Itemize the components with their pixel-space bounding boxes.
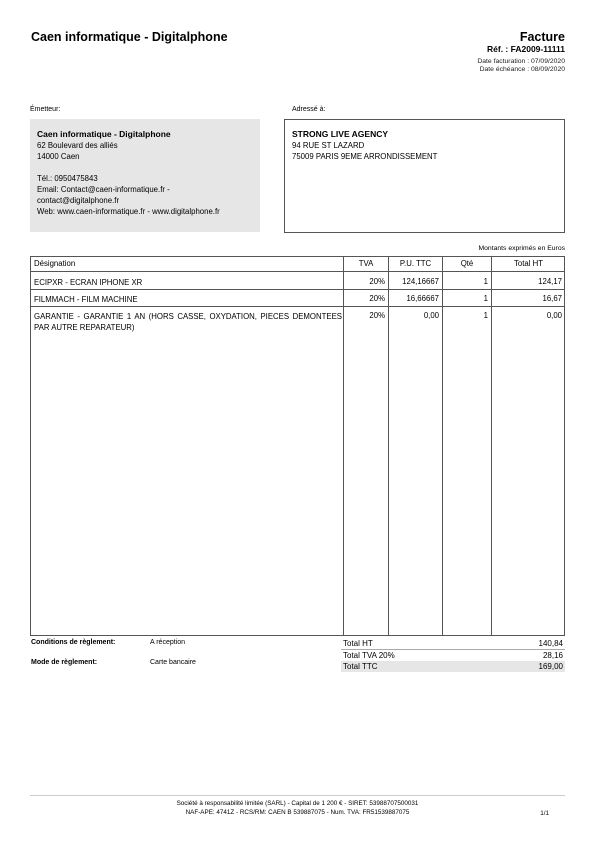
payment-terms-value: A réception	[150, 639, 186, 646]
document-type: Facture	[519, 30, 565, 44]
row-qty: 1	[483, 311, 488, 320]
issuer-label: Émetteur:	[30, 106, 61, 113]
row-tva: 20%	[369, 277, 385, 286]
row-tva: 20%	[369, 294, 385, 303]
recipient-address-line1: 94 RUE ST LAZARD	[292, 141, 365, 150]
total-ht-row	[341, 638, 565, 649]
row-qty: 1	[483, 294, 488, 303]
total-ttc-value: 169,00	[538, 662, 563, 671]
page-number: 1/1	[540, 810, 549, 817]
currency-note: Montants exprimés en Euros	[478, 245, 565, 252]
column-header-tva: TVA	[358, 259, 374, 268]
total-ttc-label: Total TTC	[343, 662, 378, 671]
invoice-items-table	[30, 256, 565, 636]
payment-terms-label: Conditions de règlement:	[31, 639, 116, 646]
recipient-box	[284, 119, 565, 233]
issuer-web: Web: www.caen-informatique.fr - www.digitalphone.fr	[37, 207, 220, 216]
issuer-email-line1: Email: Contact@caen-informatique.fr -	[37, 185, 170, 194]
issuer-email-line2: contact@digitalphone.fr	[37, 196, 120, 205]
row-designation: GARANTIE - GARANTIE 1 AN (HORS CASSE, OXYDATION, PIECES DEMONTEES PAR AUTRE REPARATEUR)	[34, 312, 342, 332]
total-ttc-row	[341, 661, 565, 672]
row-total: 0,00	[546, 311, 562, 320]
total-tva-value: 28,16	[542, 651, 563, 660]
column-header-total: Total HT	[513, 259, 544, 268]
column-header-unit-price: P.U. TTC	[399, 259, 432, 268]
footer-divider	[30, 795, 565, 796]
total-ht-label: Total HT	[343, 639, 373, 648]
issuer-address-line1: 62 Boulevard des alliés	[37, 141, 118, 150]
row-unit-price: 124,16667	[402, 277, 439, 286]
footer-legal-line1: Société à responsabilité limitée (SARL) - Capital de 1 200 € - SIRET: 53988707500031	[176, 800, 419, 807]
row-unit-price: 16,66667	[406, 294, 439, 303]
recipient-address-line2: 75009 PARIS 9EME ARRONDISSEMENT	[292, 152, 438, 161]
issuer-address-line2: 14000 Caen	[37, 152, 80, 161]
recipient-name: STRONG LIVE AGENCY	[292, 129, 389, 139]
recipient-label: Adressé à:	[292, 106, 326, 113]
total-ht-value: 140,84	[538, 639, 563, 648]
payment-mode-value: Carte bancaire	[150, 659, 196, 666]
column-header-qty: Qté	[460, 259, 474, 268]
footer-legal-line2: NAF-APE: 4741Z - RCS/RM: CAEN B 539887075 - Num. TVA: FR51539887075	[185, 809, 410, 816]
invoice-reference: Réf. : FA2009-11111	[487, 44, 565, 54]
due-date: Date échéance : 08/09/2020	[479, 66, 565, 73]
total-tva-label: Total TVA 20%	[343, 651, 395, 660]
row-total: 16,67	[542, 294, 562, 303]
issuer-box	[30, 119, 260, 232]
row-unit-price: 0,00	[423, 311, 439, 320]
company-title: Caen informatique - Digitalphone	[31, 30, 228, 44]
row-designation: FILMMACH - FILM MACHINE	[34, 295, 138, 304]
issuer-phone: Tél.: 0950475843	[37, 174, 98, 183]
payment-mode-label: Mode de règlement:	[31, 659, 98, 666]
issuer-name: Caen informatique - Digitalphone	[37, 129, 171, 139]
column-header-designation: Désignation	[34, 259, 76, 268]
billing-date: Date facturation : 07/09/2020	[477, 58, 565, 65]
totals-block	[341, 638, 565, 672]
total-tva-row	[341, 650, 565, 661]
row-designation: ECIPXR - ECRAN IPHONE XR	[34, 278, 143, 287]
row-qty: 1	[483, 277, 488, 286]
row-total: 124,17	[538, 277, 562, 286]
row-tva: 20%	[369, 311, 385, 320]
